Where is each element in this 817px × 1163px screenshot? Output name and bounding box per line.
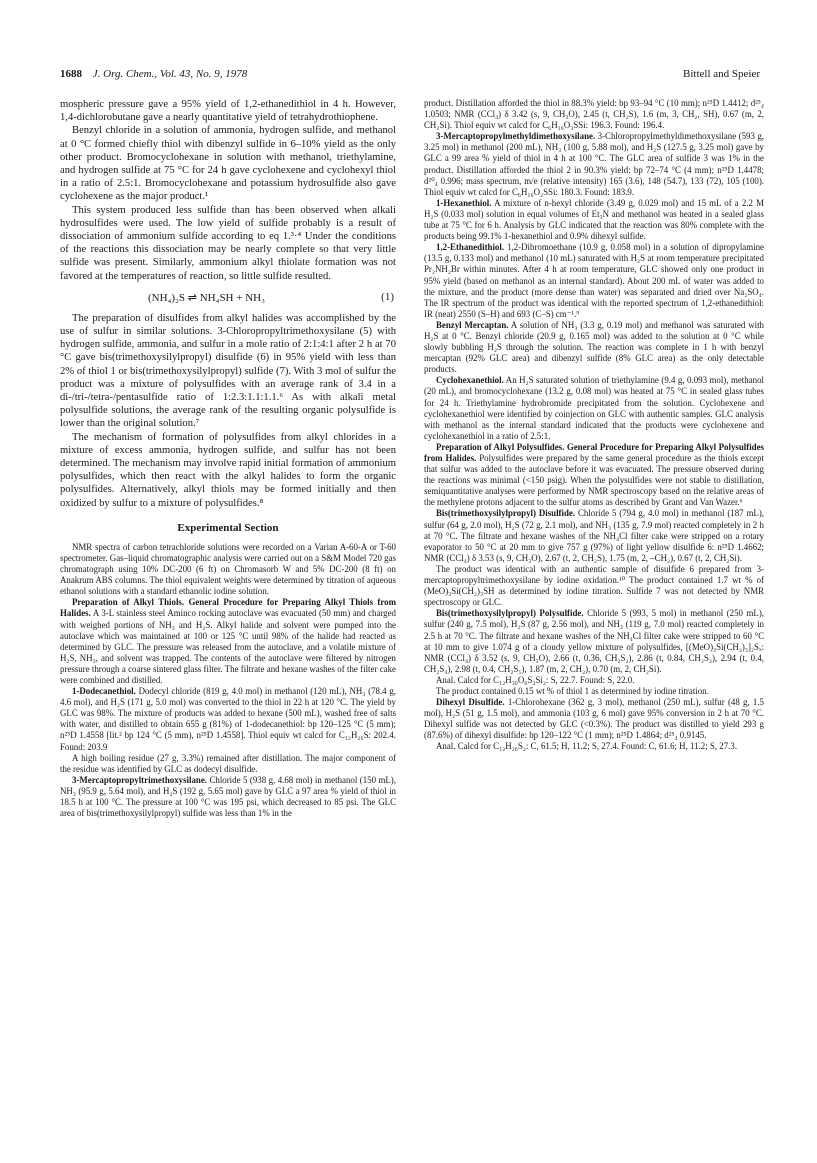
- paragraph: The preparation of disulfides from alkyl halides was accomplished by the use of sulfur in similar solutions. 3-Chloropropyltrimethoxysilane (5) with hydrogen sulfide, ammonia, and sulfur in a mole ratio of 2:1:4:1 after 2 h at 70 °C gave bis(trimethoxysilylpropyl) disulfide (6) in 95% yield with less than 2% of thiol 1 or bis(trimethoxysilylpropyl) sulfide (7). With 3 mol of sulfur the product was a mixture of polysulfides with an average rank of 3.4 in a di-/tri-/tetra-/pentasulfide ratio of 1:2.3:1.1:1.1.⁶ As with alkali metal polysulfide solutions, the average rank of the resulting organic polysulfide is lower than the original solution.⁷: [60, 312, 396, 430]
- paragraph: Anal. Calcd for C₁₂H₂₆S₂: C, 61.5; H, 11.2; S, 27.4. Found: C, 61.6; H, 11.2; S, 27.3.: [436, 741, 738, 752]
- paragraph: mospheric pressure gave a 95% yield of 1,2-ethanedithiol in 4 h. However, 1,4-dichlorobutane gave a nearly quantitative yield of tetrahydrothiophene.: [60, 99, 396, 124]
- paragraph: [424, 198, 764, 242]
- paragraph-body: Chloride 5 (993, 5 mol) in methanol (250 mL), sulfur (240 g, 7.5 mol), H₂S (87 g, 2.56 mol), and NH₃ (119 g, 7.0 mol) reacted completely in 2.5 h at 70 °C. The filtrate and hexane washes of the NH₄Cl filter cake were stripped to 60 °C at 10 mm to give 1.074 g of a cloudy yellow mixture of polysulfides, [(MeO)₃Si(CH₂)₃]₂Sₓ: NMR (CCl₄) δ 3.52 (s, 9, CH₃O), 2.66 (t, 0.36, CH₂S₂), 2.86 (t, 0.84, CH₂S₃), 2.94 (t, 0.4, CH₂S₄), 2.98 (t, 0.4, CH₂S₅), 1.87 (m, 2, CH₂), 0.70 (m, 2, CH₂Si).: [424, 608, 764, 674]
- paragraph: [424, 242, 764, 320]
- paragraph: [424, 131, 764, 198]
- equation-number: (1): [381, 290, 394, 303]
- run-in-heading: Bis(trimethoxysilylpropyl) Polysulfide.: [436, 608, 584, 619]
- equation-1: [60, 291, 396, 304]
- run-in-heading: 1-Hexanethiol.: [436, 197, 492, 208]
- paragraph: [60, 775, 396, 819]
- paragraph-body: Chloride 5 (938 g, 4.68 mol) in methanol (150 mL), NH₃ (95.9 g, 5.64 mol), and H₂S (192 g, 5.65 mol) gave by GLC a 97 area % yield of thiol in 18.5 h at 100 °C. The pressure at 100 °C was 195 psi, which decreased to 85 psi. The GLC area of bis(trimethoxysilylpropyl) sulfide was less than 1% in the: [60, 774, 396, 819]
- run-in-heading: 3-Mercaptopropyltrimethoxysilane.: [72, 774, 207, 785]
- journal-citation: J. Org. Chem., Vol. 43, No. 9, 1978: [92, 68, 248, 80]
- equation-text: (NH₄)₂S ⇌ NH₄SH + NH₃: [148, 291, 265, 304]
- run-in-heading: Preparation of Alkyl Thiols. General Procedure for Preparing Alkyl Thiols from Halides.: [60, 597, 396, 619]
- right-column: [424, 98, 764, 753]
- paragraph: [424, 608, 764, 675]
- paragraph: Anal. Calcd for C₁₂H₃₀O₆S₃Si₂: S, 22.7. Found: S, 22.0.: [436, 674, 635, 685]
- paragraph-body: A mixture of n-hexyl chloride (3.49 g, 0.029 mol) and 15 mL of a 2.2 M H₂S (0.033 mol) solution in equal volumes of Et₃N and methanol was heated in a sealed glass tube at 75 °C for 6 h. Analysis by GLC indicated that the reaction was 80% complete with the products being 99.1% 1-hexanethiol and 0.9% dihexyl sulfide.: [424, 197, 764, 242]
- paragraph: [60, 686, 396, 753]
- paragraph: [424, 697, 764, 741]
- paragraph: Benzyl chloride in a solution of ammonia, hydrogen sulfide, and methanol at 0 °C formed chiefly thiol with dibenzyl sulfide in 6–10% yield as the only other product. Bromocyclohexane in solution with methanol, triethylamine, and hydrogen sulfide at 75 °C for 24 h gave cyclohexene and cyclohexyl thiol in a ratio of 2.5:1. Bromocyclohexane and potassium hydrosulfide also gave cyclohexene as the major product.¹: [60, 125, 396, 203]
- paragraph: [424, 375, 764, 442]
- paragraph-body: 3-Chloropropylmethyldimethoxysilane (593 g, 3.25 mol) in methanol (200 mL), NH₃ (100 g, 5.88 mol), and H₂S (127.5 g, 3.25 mol) gave by GLC a 99 area % yield of thiol in 4 h at 100 °C. The GLC area of sulfide 3 was 1% in the product. Distillation afforded the thiol 2 in 90.3% yield: bp 72–74 °C (4 mm); n²⁵D 1.4478; d²⁰₄ 0.996; mass spectrum, m/e (relative intensity) 165 (3.6), 148 (54.7), 133 (72), 105 (100). Thiol equiv wt calcd for C₆H₁₆O₂SSi: 180.3. Found: 183.9.: [424, 131, 764, 197]
- paragraph: product. Distillation afforded the thiol in 88.3% yield: bp 93–94 °C (10 mm); n²⁵D 1.4412; d²⁵₄ 1.0503; NMR (CCl₄) δ 3.42 (s, 9, CH₃O), 2.45 (t, CH₂S), 1.6 (m, 3, CH₂, SH), 0.67 (m, 2, CH₂Si). Thiol equiv wt calcd for C₆H₁₆O₃SSi: 196.3. Found: 196.4.: [424, 98, 764, 131]
- paragraph: NMR spectra of carbon tetrachloride solutions were recorded on a Varian A-60-A or T-60 spectrometer. Gas–liquid chromatographic analysis were carried out on a S&M Model 720 gas chromatograph using 10% DC-200 (6 ft) on Chromasorb W and 5% DC-200 (8 ft) on Anakrum ABS columns. The thiol equivalent weights were determined by titration of aqueous ethanol solutions with a standard ethanolic iodine solution.: [60, 541, 396, 597]
- paragraph: [60, 597, 396, 686]
- paragraph: This system produced less sulfide than has been observed when alkali hydrosulfides were used. The low yield of sulfide probably is a result of dissociation of ammonium sulfide according to eq 1.³·⁴ Under the conditions of the reactions this dissociation may be nearly complete so that very little sulfide was present. Similarly, ammonium alkyl thiolate formation was not favored at the temperatures of reaction, so little sulfide resulted.: [60, 204, 396, 282]
- paragraph-body: A solution of NH₃ (3.3 g, 0.19 mol) and methanol was saturated with H₂S at 0 °C. Benzyl chloride (20.9 g, 0.165 mol) was added to the solution at 0 °C while slowly bubbling H₂S through the solution. The reaction was complete in 1 h with benzyl mercaptan (92% GLC area) and dibenzyl sulfide (8% GLC area) as the only detectable products.: [424, 319, 764, 375]
- paragraph-body: 1,2-Dibromoethane (10.9 g, 0.058 mol) in a solution of dipropylamine (13.5 g, 0.133 mol) and methanol (10 mL) saturated with H₂S at room temperature precipitated Pr₂NH₂Br within minutes. After 4 h at room temperature, GLC showed only one product in 95% yield (based on methanol as an internal standard). About 200 mL of water was added to the mixture, and the product (more dense than water) was separated and dried over Na₂SO₄. The IR spectrum of the product was identical with the reported spectrum of 1,2-ethanedithiol: IR (neat) 2550 (S–H) and 693 (C–S) cm⁻¹.⁹: [424, 242, 764, 319]
- run-in-heading: 1,2-Ethanedithiol.: [436, 242, 505, 253]
- paragraph: The product was identical with an authentic sample of disulfide 6 prepared from 3-mercaptopropyltrimethoxysilane by iodine oxidation.¹⁰ The product contained 1.7 wt % of (MeO)₃Si(CH₂)₃SH as determined by iodine titration. Sulfide 7 was not detected by NMR spectroscopy or GLC.: [424, 563, 764, 608]
- paragraph: The mechanism of formation of polysulfides from alkyl chlorides in a mixture of excess ammonia, hydrogen sulfide, and sulfur has not been determined. The mechanism may involve rapid initial formation of ammonium polysulfides, which then react with the alkyl halides to form the organic polysulfides. Alternatively, alkyl thiols may be formed initially and then oxidized by sulfur to a mixture of polysulfides.⁸: [60, 431, 396, 509]
- header-authors: Bittell and Speier: [683, 68, 760, 80]
- run-in-heading: 1-Dodecanethiol.: [72, 686, 136, 697]
- paragraph: [424, 320, 764, 375]
- run-in-heading: Benzyl Mercaptan.: [436, 319, 509, 330]
- paragraph-body: Chloride 5 (794 g, 4.0 mol) in methanol (187 mL), sulfur (64 g, 2.0 mol), H₂S (72 g, 2.1 mol), and NH₃ (135 g, 7.9 mol) reacted completely in 2 h at 70 °C. The filtrate and hexane washes of the NH₄Cl filter cake were stripped on a rotary evaporator to 50 °C at 20 mm to give 757 g (97%) of light yellow disulfide 6: n²⁵D 1.4662; NMR (CCl₄) δ 3.53 (s, 9, CH₃O), 2.67 (t, 2, CH₂S), 1.75 (m, 2, –CH₂), 0.67 (t, 2, CH₂Si).: [424, 508, 764, 563]
- run-in-heading: Dihexyl Disulfide.: [436, 697, 505, 708]
- paragraph-body: 1-Chlorohexane (362 g, 3 mol), methanol (250 mL), sulfur (48 g, 1.5 mol), H₂S (51 g, 1.5 mol), and ammonia (103 g, 6 mol) gave 95% conversion in 2 h at 70 °C. Dihexyl sulfide was not detected by GLC (<0.3%). The product was distilled to yield 293 g (87.6%) of dihexyl disulfide: bp 120–122 °C (1 mm); n²⁵D 1.4864; d²⁵₄ 0.9145.: [424, 697, 764, 741]
- run-in-heading: 3-Mercaptopropylmethyldimethoxysilane.: [436, 131, 596, 142]
- paragraph-body: A 3-L stainless steel Aminco rocking autoclave was evacuated (50 mm) and charged with weighed portions of NH₃ and H₂S. Alkyl halide and solvent were pumped into the autoclave which was maintained at 100 or 125 °C until 98% of the halide had reacted as determined by GLC. The pressure was released from the autoclave, and a volatile mixture of H₂S, NH₃, and solvent was trapped. The contents of the autoclave were filtered by nitrogen pressure through a coarse sintered glass filter. The filtrate and hexane washes of the filter cake were combined and distilled.: [60, 608, 396, 686]
- paragraph: The product contained 0.15 wt % of thiol 1 as determined by iodine titration.: [436, 685, 709, 696]
- section-heading: Experimental Section: [177, 521, 279, 534]
- running-header: [60, 68, 760, 84]
- run-in-heading: Cyclohexanethiol.: [436, 375, 504, 386]
- left-column: [60, 98, 396, 819]
- paragraph: A high boiling residue (27 g, 3.3%) remained after distillation. The major component of the residue was identified by GLC as dodecyl disulfide.: [60, 752, 396, 774]
- page-number: 1688: [60, 68, 82, 80]
- header-left: [60, 68, 247, 80]
- run-in-heading: Preparation of Alkyl Polysulfides. General Procedure for Preparing Alkyl Polysulfides from Halides.: [424, 441, 764, 463]
- paragraph: [424, 508, 764, 563]
- paragraph-body: Dodecyl chloride (819 g, 4.0 mol) in methanol (120 mL), NH₃ (78.4 g, 4.6 mol), and H₂S (171 g, 5.0 mol) was converted to the thiol in 22 h at 120 °C. The yield by GLC was 98%. The mixture of products was added to hexane (500 mL), washed free of salts with water, and distilled to obtain 655 g (81%) of 1-dodecanethiol: bp 120–125 °C (5 mm); n²⁵D 1.4558 [lit.² bp 124 °C (5 mm), n²⁵D 1.4558]. Thiol equiv wt calcd for C₁₂H₂₆S: 202.4. Found: 203.9: [60, 686, 396, 752]
- paragraph-body: Polysulfides were prepared by the same general procedure as the thiols except that sulfur was added to the autoclave before it was evacuated. The pressure observed during the reactions was minimal (<150 psig). When the polysulfides were not stable to distillation, semiquantitative analyses were performed by NMR spectroscopy based on the relative areas of the methylene protons adjacent to the sulfur atoms as described by Grant and Van Wazer.⁶: [424, 453, 764, 508]
- run-in-heading: Bis(trimethoxysilylpropyl) Disulfide.: [436, 508, 576, 519]
- paragraph: [424, 442, 764, 509]
- paragraph-body: An H₂S saturated solution of triethylamine (9.4 g, 0.093 mol), methanol (20 mL), and bromocyclohexane (13.2 g, 0.08 mol) was heated at 75 °C in sealed glass tubes for 24 h. Triethylamine hydrobromide precipitated from the solution. Cyclohexene and cyclohexanethiol were identified by coinjection on GLC with authentic samples. GLC analysis with methanol as the internal standard indicated that the products were cyclohexene and cyclohexanethiol in a ratio of 2.5:1.: [424, 375, 764, 441]
